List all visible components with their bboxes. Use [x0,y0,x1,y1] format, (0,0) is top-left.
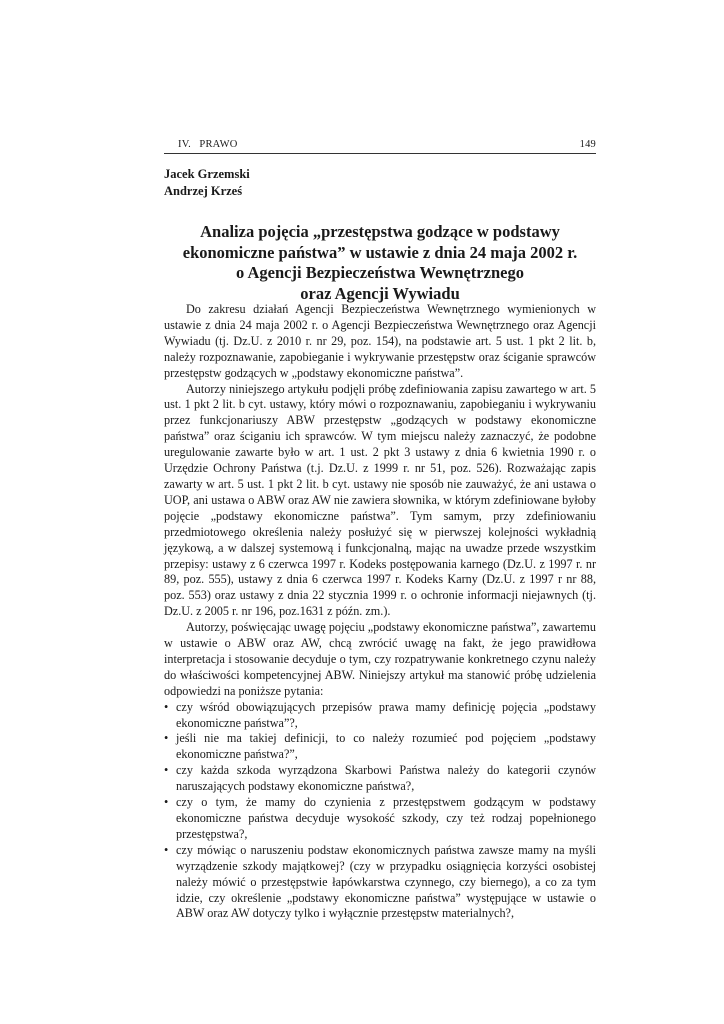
author-name: Jacek Grzemski [164,167,250,181]
list-item-text: czy mówiąc o naruszeniu podstaw ekonomicznych państwa zawsze mamy na myśli wyrządzenie szkody majątkowej? (czy w przypadku osiągnięcia korzyści osobistej należy mówić o przestępstwie łapówkarstwa czynnego, czy biernego), a co za tym idzie, czy określenie „podstawy ekonomiczne państwa” występujące w ustawie o ABW oraz AW dotyczy tylko i wyłącznie przestępstw materialnych?, [176,842,596,921]
list-item-text: czy każda szkoda wyrządzona Skarbowi Państwa należy do kategorii czynów naruszających podstawy ekonomiczne państwa?, [176,763,596,794]
list-item-text: jeśli nie ma takiej definicji, to co należy rozumieć pod pojęciem „podstawy ekonomiczne państwa?”, [176,731,596,762]
title-line: ekonomiczne państwa” w ustawie z dnia 24 maja 2002 r. [182,242,578,262]
article-title [164,222,596,304]
list-item [164,795,596,843]
title-line: oraz Agencji Wywiadu [300,283,460,303]
running-header [164,139,596,154]
bullet-icon: • [164,731,169,746]
list-item [164,700,596,732]
title-line: Analiza pojęcia „przestępstwa godzące w podstawy [200,222,560,241]
authors [164,166,250,200]
author-name: Andrzej Krześ [164,184,243,198]
paragraph: Autorzy niniejszego artykułu podjęli próbę zdefiniowania zapisu zawartego w art. 5 ust. 1 pkt 2 lit. b cyt. ustawy, który mówi o rozpoznawaniu, zapobieganiu i wykrywaniu przez funkcjonariuszy ABW przestępstw „godzących w podstawy ekonomiczne państwa” oraz ściganiu ich sprawców. W tym miejscu należy zaznaczyć, że podobne uregulowanie zawarte było w art. 1 ust. 2 pkt 3 ustawy z dnia 6 kwietnia 1990 r. o Urzędzie Ochrony Państwa (t.j. Dz.U. z 1999 r. nr 51, poz. 526). Rozważając zapis zawarty w art. 5 ust. 1 pkt 2 lit. b cyt. ustawy nie sposób nie zauważyć, że ani ustawa o UOP, ani ustawa o ABW oraz AW nie zawiera słownika, w którym zdefiniowane byłoby pojęcie „podstawy ekonomiczne państwa”. Tym samym, przy zdefiniowaniu przedmiotowego określenia należy posłużyć się w pierwszej kolejności wykładnią językową, a w dalszej systemową i funkcjonalną, mając na uwadze przede wszystkim przepisy: ustawy z 6 czerwca 1997 r. Kodeks postępowania karnego (Dz.U. z 1997 r. nr 89, poz. 555), ustawy z dnia 6 czerwca 1997 r. Kodeks Karny (Dz.U. z 1997 r nr 88, poz. 553) oraz ustawy z dnia 22 stycznia 1999 r. o ochronie informacji niejawnych (tj. Dz.U. z 2005 r. nr 196, poz.1631 z późn. zm.). [164,381,596,619]
page-number: 149 [579,139,596,150]
question-list [164,700,596,923]
bullet-icon: • [164,842,169,857]
document-page [164,0,596,1024]
list-item-text: czy wśród obowiązujących przepisów prawa mamy definicję pojęcia „podstawy ekonomiczne państwa”?, [176,699,596,730]
bullet-icon: • [164,795,169,810]
list-item-text: czy o tym, że mamy do czynienia z przestępstwem godzącym w podstawy ekonomiczne państwa decyduje wysokość szkody, czy też rodzaj popełnionego przestępstwa?, [176,795,596,841]
paragraph: Autorzy, poświęcając uwagę pojęciu „podstawy ekonomiczne państwa”, zawartemu w ustawie o ABW oraz AW, chcą zwrócić uwagę na fakt, że jego prawidłowa interpretacja i stosowanie decyduje o tym, czy rozpatrywanie konkretnego czynu należy do właściwości kompetencyjnej ABW. Niniejszy artykuł ma stanowić próbę udzielenia odpowiedzi na poniższe pytania: [164,620,596,698]
list-item [164,843,596,923]
article-body [164,302,596,922]
section-label: IV. PRAWO [178,139,238,150]
list-item [164,731,596,763]
bullet-icon: • [164,763,169,778]
title-line: o Agencji Bezpieczeństwa Wewnętrznego [236,263,524,282]
list-item [164,763,596,795]
bullet-icon: • [164,699,169,714]
paragraph: Do zakresu działań Agencji Bezpieczeństwa Wewnętrznego wymienionych w ustawie z dnia 24 maja 2002 r. o Agencji Bezpieczeństwa Wewnętrznego oraz Agencji Wywiadu (tj. Dz.U. z 2010 r. nr 29, poz. 154), na podstawie art. 5 ust. 1 pkt 2 lit. b, należy rozpoznawanie, zapobieganie i wykrywanie przestępstw oraz ściganie sprawców przestępstw godzących w „podstawy ekonomiczne państwa”. [164,302,596,380]
